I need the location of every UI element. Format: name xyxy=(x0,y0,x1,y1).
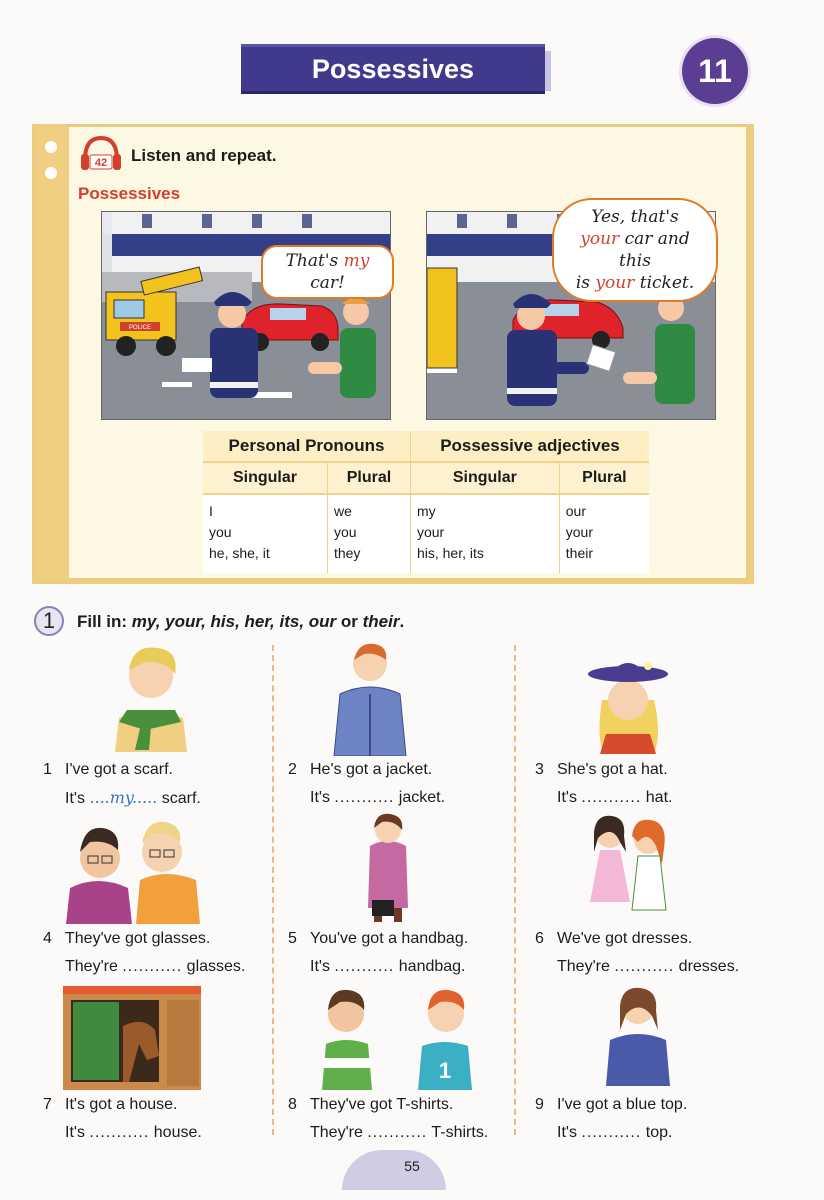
binder-strip xyxy=(35,127,69,578)
exercise-item-3 xyxy=(535,756,672,812)
cell-text: your xyxy=(416,524,445,540)
listen-instruction: Listen and repeat. xyxy=(131,146,277,165)
column-divider xyxy=(514,645,516,1135)
cell-text: their xyxy=(565,545,593,561)
item-start: They're xyxy=(65,958,118,975)
bubble-text: That's xyxy=(285,251,344,271)
bubble-highlight-my: my xyxy=(343,251,370,271)
boy-with-scarf-picture xyxy=(105,640,195,757)
item-number: 9 xyxy=(535,1096,544,1113)
cell-text: your xyxy=(565,524,593,540)
bubble-text: car and this xyxy=(619,229,690,271)
answer-blank[interactable]: ........... xyxy=(614,958,675,975)
item-number: 6 xyxy=(535,930,544,947)
item-sentence: It's got a house. xyxy=(65,1096,178,1113)
item-number: 7 xyxy=(43,1096,52,1113)
exercise-item-4 xyxy=(43,925,245,981)
bubble-highlight-your: your xyxy=(595,273,635,293)
item-start: It's xyxy=(65,1124,85,1141)
bubble-text: Yes, that's xyxy=(591,207,679,227)
exercise-item-7 xyxy=(43,1091,202,1147)
exercise-item-9 xyxy=(535,1091,687,1147)
table-subheader: Singular xyxy=(410,462,559,494)
table-header-personal-pronouns: Personal Pronouns xyxy=(203,431,410,462)
exercise-item-2 xyxy=(288,756,445,812)
table-subheader: Plural xyxy=(559,462,649,494)
answer-blank[interactable]: ........... xyxy=(89,1124,150,1141)
cell-text: he, she, it xyxy=(209,545,270,561)
girl-with-hat-picture xyxy=(586,648,670,759)
cell-text: they xyxy=(333,545,361,561)
item-end: dresses. xyxy=(678,958,740,975)
cell-text: I xyxy=(209,503,213,519)
exercise-item-1 xyxy=(43,756,201,813)
item-number: 2 xyxy=(288,761,297,778)
instruction-text: Fill in: xyxy=(77,612,132,631)
item-start: It's xyxy=(65,790,85,807)
item-number: 4 xyxy=(43,930,52,947)
answer-blank-filled[interactable]: ....my..... xyxy=(89,788,158,807)
item-start: It's xyxy=(310,789,330,806)
instruction-text: or xyxy=(336,612,363,631)
item-number: 1 xyxy=(43,761,52,778)
unit-number-badge: 11 xyxy=(682,38,748,104)
speech-bubble-that-is-my-car xyxy=(261,245,394,299)
answer-blank[interactable]: ........... xyxy=(581,789,642,806)
item-start: It's xyxy=(310,958,330,975)
table-header-possessive-adjectives: Possessive adjectives xyxy=(410,431,649,462)
two-girls-with-dresses-picture xyxy=(576,812,680,933)
page-number: 55 xyxy=(404,1158,420,1174)
item-number: 3 xyxy=(535,761,544,778)
item-end: top. xyxy=(645,1124,673,1141)
item-sentence: You've got a handbag. xyxy=(310,930,469,947)
binder-hole xyxy=(45,167,57,179)
cell-text: my xyxy=(416,503,436,519)
horse-in-house-picture xyxy=(63,986,201,1095)
scene-tow-truck xyxy=(101,211,391,420)
headphones-icon[interactable] xyxy=(79,134,123,172)
page-title: Possessives xyxy=(241,44,545,94)
item-sentence: He's got a jacket. xyxy=(310,761,433,778)
answer-blank[interactable]: ........... xyxy=(122,958,183,975)
item-number: 8 xyxy=(288,1096,297,1113)
table-cell xyxy=(203,494,327,573)
item-end: hat. xyxy=(645,789,673,806)
table-subheader: Plural xyxy=(327,462,410,494)
item-end: handbag. xyxy=(398,958,466,975)
answer-blank[interactable]: ........... xyxy=(581,1124,642,1141)
instruction-text: . xyxy=(399,612,405,631)
instruction-keywords: my, your, his, her, its, our xyxy=(131,612,337,631)
item-sentence: She's got a hat. xyxy=(557,761,668,778)
exercise-instruction xyxy=(77,612,404,632)
item-sentence: They've got glasses. xyxy=(65,930,211,947)
cell-text: his, her, its xyxy=(416,545,484,561)
police-sign: POLICE xyxy=(128,325,152,331)
item-start: They're xyxy=(310,1124,363,1141)
table-cell xyxy=(327,494,410,573)
speech-bubble-your-car xyxy=(552,198,718,302)
answer-blank[interactable]: ........... xyxy=(334,789,395,806)
cell-text: you xyxy=(209,524,232,540)
column-divider xyxy=(272,645,274,1135)
item-start: It's xyxy=(557,789,577,806)
track-number: 42 xyxy=(94,157,108,169)
exercise-item-8 xyxy=(288,1091,488,1147)
cell-text: our xyxy=(565,503,586,519)
table-subheader: Singular xyxy=(203,462,327,494)
bubble-text: is xyxy=(575,273,596,293)
woman-with-handbag-picture xyxy=(362,812,414,929)
tshirt-number: 1 xyxy=(438,1058,452,1083)
bubble-text: car! xyxy=(310,273,345,293)
item-start: It's xyxy=(557,1124,577,1141)
pronoun-table xyxy=(203,431,649,573)
item-end: jacket. xyxy=(398,789,446,806)
boy-with-jacket-picture xyxy=(330,640,410,761)
bubble-text: ticket. xyxy=(634,273,695,293)
item-sentence: They've got T-shirts. xyxy=(310,1096,454,1113)
bubble-highlight-your: your xyxy=(580,229,620,249)
exercise-item-5 xyxy=(288,925,468,981)
cell-text: we xyxy=(333,503,352,519)
item-end: T-shirts. xyxy=(431,1124,489,1141)
item-end: glasses. xyxy=(186,958,246,975)
item-end: scarf. xyxy=(161,790,201,807)
answer-blank[interactable]: ........... xyxy=(334,958,395,975)
item-sentence: I've got a scarf. xyxy=(65,761,173,778)
exercise-number: 1 xyxy=(34,606,64,636)
table-cell xyxy=(559,494,649,573)
answer-blank[interactable]: ........... xyxy=(367,1124,428,1141)
table-cell xyxy=(410,494,559,573)
item-start: They're xyxy=(557,958,610,975)
binder-hole xyxy=(45,141,57,153)
instruction-keywords: their xyxy=(362,612,400,631)
item-end: house. xyxy=(153,1124,202,1141)
item-sentence: I've got a blue top. xyxy=(557,1096,688,1113)
section-heading: Possessives xyxy=(78,184,181,203)
exercise-item-6 xyxy=(535,925,739,981)
item-number: 5 xyxy=(288,930,297,947)
two-boys-with-tshirts-picture xyxy=(318,986,482,1095)
item-sentence: We've got dresses. xyxy=(557,930,693,947)
two-boys-with-glasses-picture xyxy=(66,812,202,929)
cell-text: you xyxy=(333,524,357,540)
woman-in-blue-top-picture xyxy=(596,986,680,1091)
